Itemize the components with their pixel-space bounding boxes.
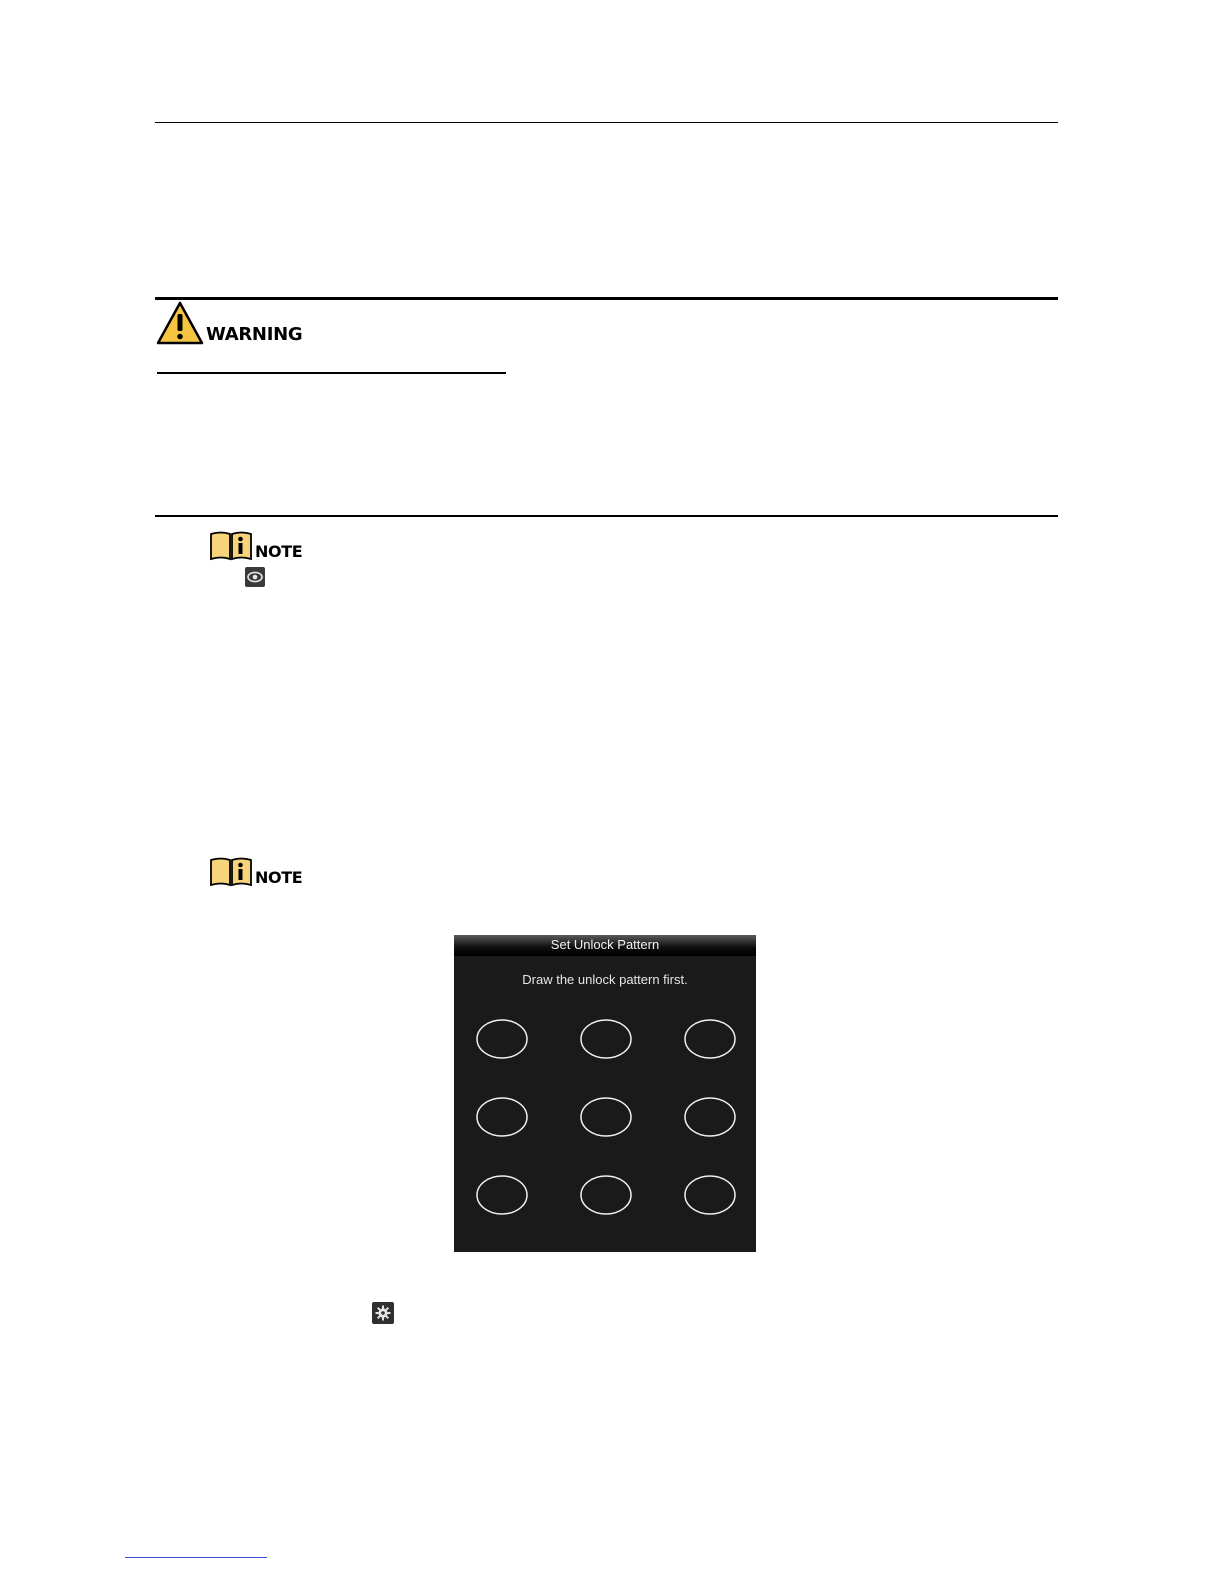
pattern-dot[interactable] [685,1176,735,1214]
pattern-dot[interactable] [685,1020,735,1058]
info-book-icon [209,857,253,887]
pattern-dot[interactable] [477,1020,527,1058]
warning-bottom-rule [155,515,1058,517]
pattern-dot[interactable] [477,1098,527,1136]
note-heading [209,531,302,561]
header-rule [155,122,1058,123]
warning-label: WARNING [206,324,303,345]
pattern-dot[interactable] [685,1098,735,1136]
note-label: NOTE [255,542,303,561]
pattern-grid[interactable] [454,935,756,1252]
warning-heading [156,301,302,345]
pattern-dot[interactable] [581,1176,631,1214]
warning-triangle-icon [156,301,204,345]
pattern-dot[interactable] [581,1098,631,1136]
warning-underline [157,372,506,374]
pattern-dot[interactable] [581,1020,631,1058]
eye-icon [245,567,265,587]
info-book-icon [209,531,253,561]
note-label: NOTE [255,868,303,887]
note-heading [209,857,302,887]
pattern-dot[interactable] [477,1176,527,1214]
gear-icon [372,1302,394,1324]
set-unlock-pattern-dialog [454,935,756,1252]
footer-link-underline [125,1557,267,1558]
dialog-instruction: Draw the unlock pattern first. [522,972,688,987]
warning-top-rule [155,297,1058,300]
dialog-title: Set Unlock Pattern [454,935,756,956]
